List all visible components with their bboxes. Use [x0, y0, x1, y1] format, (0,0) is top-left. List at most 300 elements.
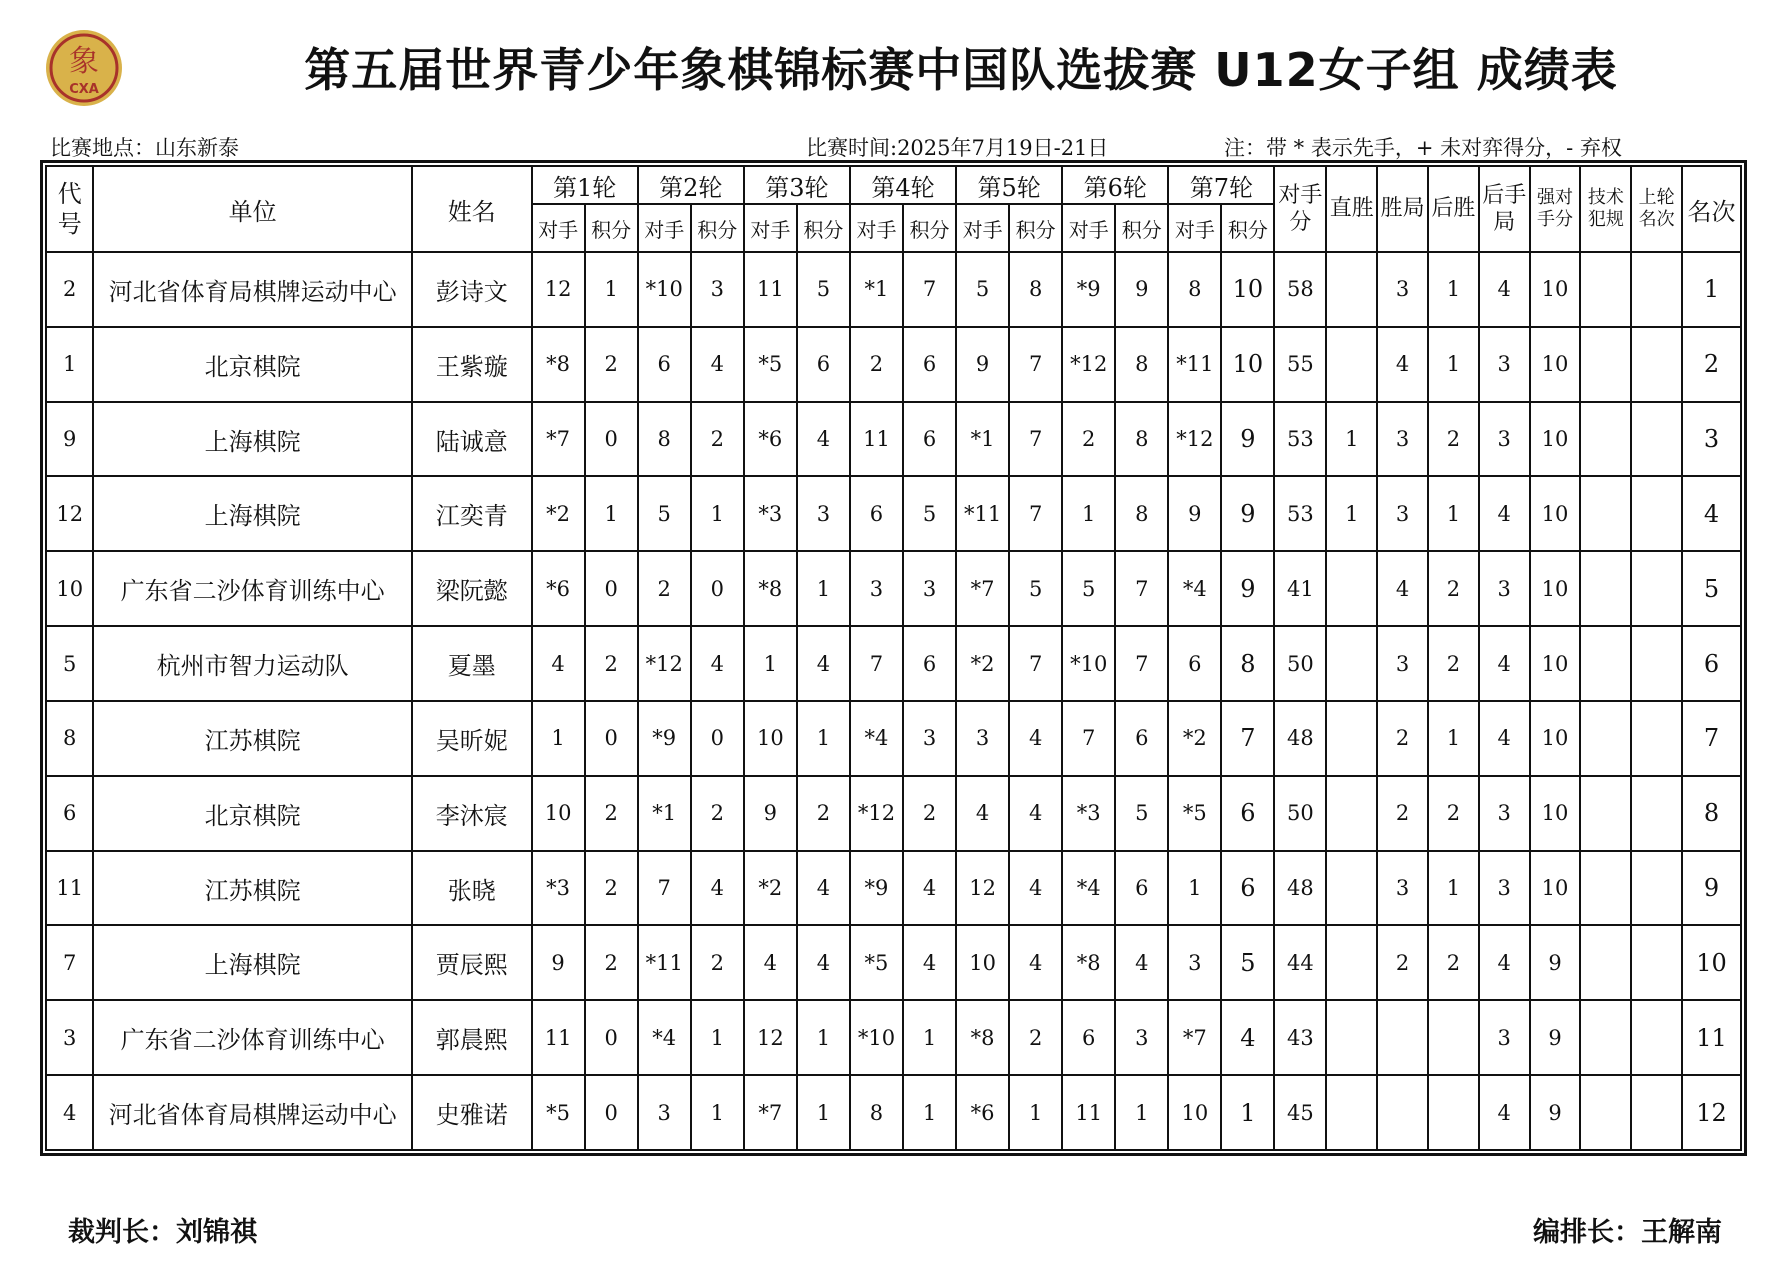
cell-strong-opp: 10	[1530, 626, 1581, 701]
cell-round-5-opponent: *7	[956, 551, 1009, 626]
cell-strong-opp: 10	[1530, 327, 1581, 402]
header-prev-rank: 上轮名次	[1631, 166, 1682, 252]
cell-rank: 5	[1682, 551, 1741, 626]
cell-round-4-points: 1	[903, 1075, 956, 1150]
cell-round-7-opponent: 6	[1168, 626, 1221, 701]
cell-round-3-opponent: *8	[744, 551, 797, 626]
cell-black-games: 4	[1479, 252, 1530, 327]
cell-round-5-opponent: *1	[956, 402, 1009, 477]
table-row	[46, 626, 1741, 701]
cell-round-1-points: 0	[585, 701, 638, 776]
cell-strong-opp: 10	[1530, 476, 1581, 551]
cell-tech-foul	[1580, 402, 1631, 477]
time-text: 比赛时间:2025年7月19日-21日	[806, 136, 1109, 160]
header-round-4: 第4轮	[850, 166, 956, 204]
cell-black-games: 3	[1479, 402, 1530, 477]
cell-direct-win	[1326, 252, 1377, 327]
cell-prev-rank	[1631, 476, 1682, 551]
cell-prev-rank	[1631, 701, 1682, 776]
cell-tech-foul	[1580, 1000, 1631, 1075]
cell-round-3-opponent: 1	[744, 626, 797, 701]
cell-prev-rank	[1631, 1075, 1682, 1150]
cell-round-4-points: 7	[903, 252, 956, 327]
cell-round-3-points: 1	[797, 551, 850, 626]
cell-name: 贾辰熙	[412, 925, 532, 1000]
cell-round-3-points: 1	[797, 1000, 850, 1075]
cell-round-2-points: 0	[691, 701, 744, 776]
cell-name: 李沐宸	[412, 776, 532, 851]
cell-direct-win	[1326, 701, 1377, 776]
cell-name: 夏墨	[412, 626, 532, 701]
cell-wins: 3	[1377, 252, 1428, 327]
cell-round-5-points: 2	[1009, 1000, 1062, 1075]
cell-black-wins: 2	[1428, 626, 1479, 701]
cell-rank: 12	[1682, 1075, 1741, 1150]
cell-wins: 2	[1377, 925, 1428, 1000]
table-body	[46, 252, 1741, 1150]
cell-round-3-points: 2	[797, 776, 850, 851]
cell-round-6-points: 6	[1115, 701, 1168, 776]
cell-round-7-points: 6	[1221, 851, 1274, 926]
cell-strong-opp: 9	[1530, 1000, 1581, 1075]
cell-round-1-opponent: *6	[532, 551, 585, 626]
cell-wins: 2	[1377, 776, 1428, 851]
cell-code: 4	[46, 1075, 93, 1150]
cell-wins: 3	[1377, 402, 1428, 477]
cell-prev-rank	[1631, 1000, 1682, 1075]
cell-black-wins: 1	[1428, 327, 1479, 402]
cell-opp-score: 53	[1274, 402, 1326, 477]
cell-round-7-opponent: 1	[1168, 851, 1221, 926]
cell-strong-opp: 10	[1530, 701, 1581, 776]
cell-unit: 江苏棋院	[93, 701, 411, 776]
cell-rank: 6	[1682, 626, 1741, 701]
chief-referee: 裁判长：刘锦祺	[68, 1217, 257, 1248]
cell-round-4-points: 6	[903, 327, 956, 402]
cell-round-3-points: 1	[797, 701, 850, 776]
cell-unit: 河北省体育局棋牌运动中心	[93, 1075, 411, 1150]
cell-round-5-opponent: 10	[956, 925, 1009, 1000]
cell-round-4-opponent: *1	[850, 252, 903, 327]
logo-glyph: 象	[69, 44, 99, 79]
cell-round-4-opponent: 11	[850, 402, 903, 477]
cell-round-1-opponent: *8	[532, 327, 585, 402]
subheader-round-1-pts: 积分	[585, 204, 638, 252]
cell-round-5-points: 4	[1009, 776, 1062, 851]
table-row	[46, 327, 1741, 402]
cell-wins: 4	[1377, 327, 1428, 402]
cell-rank: 2	[1682, 327, 1741, 402]
cell-strong-opp: 10	[1530, 402, 1581, 477]
cell-code: 8	[46, 701, 93, 776]
cell-round-4-opponent: 3	[850, 551, 903, 626]
cell-round-7-opponent: *7	[1168, 1000, 1221, 1075]
cell-round-1-points: 0	[585, 1000, 638, 1075]
header-tech-foul: 技术犯规	[1580, 166, 1631, 252]
cell-rank: 7	[1682, 701, 1741, 776]
cell-black-games: 4	[1479, 1075, 1530, 1150]
cxa-logo	[44, 28, 124, 108]
cell-round-1-points: 0	[585, 1075, 638, 1150]
cell-round-6-points: 8	[1115, 327, 1168, 402]
cell-opp-score: 41	[1274, 551, 1326, 626]
cell-code: 12	[46, 476, 93, 551]
cell-round-5-opponent: *2	[956, 626, 1009, 701]
cell-opp-score: 53	[1274, 476, 1326, 551]
cell-round-5-opponent: *6	[956, 1075, 1009, 1150]
cell-round-3-points: 1	[797, 1075, 850, 1150]
scheduler: 编排长：王解南	[1533, 1217, 1722, 1248]
cell-round-4-points: 2	[903, 776, 956, 851]
cell-round-1-points: 0	[585, 402, 638, 477]
cell-round-5-points: 4	[1009, 925, 1062, 1000]
cell-round-2-points: 1	[691, 476, 744, 551]
cell-tech-foul	[1580, 476, 1631, 551]
header-direct-win: 直胜	[1326, 166, 1377, 252]
cell-round-7-points: 9	[1221, 402, 1274, 477]
cell-round-2-points: 1	[691, 1075, 744, 1150]
cell-wins: 3	[1377, 476, 1428, 551]
cell-round-4-opponent: *9	[850, 851, 903, 926]
header-round-6: 第6轮	[1062, 166, 1168, 204]
cell-black-games: 3	[1479, 776, 1530, 851]
cell-wins: 3	[1377, 626, 1428, 701]
cell-round-4-opponent: 6	[850, 476, 903, 551]
cell-round-1-points: 0	[585, 551, 638, 626]
table-row	[46, 252, 1741, 327]
cell-round-1-opponent: *5	[532, 1075, 585, 1150]
venue-text: 比赛地点：山东新泰	[50, 136, 239, 160]
cell-opp-score: 55	[1274, 327, 1326, 402]
subheader-round-2-pts: 积分	[691, 204, 744, 252]
cell-round-1-points: 2	[585, 626, 638, 701]
cell-black-wins	[1428, 1000, 1479, 1075]
cell-code: 10	[46, 551, 93, 626]
header-opp-score: 对手分	[1274, 166, 1326, 252]
cell-strong-opp: 10	[1530, 851, 1581, 926]
cell-rank: 1	[1682, 252, 1741, 327]
cell-black-wins	[1428, 1075, 1479, 1150]
cell-tech-foul	[1580, 851, 1631, 926]
cell-round-1-points: 2	[585, 327, 638, 402]
cell-opp-score: 44	[1274, 925, 1326, 1000]
cell-round-3-opponent: *6	[744, 402, 797, 477]
header-round-2: 第2轮	[638, 166, 744, 204]
header-round-5: 第5轮	[956, 166, 1062, 204]
cell-opp-score: 45	[1274, 1075, 1326, 1150]
cell-round-4-opponent: 2	[850, 327, 903, 402]
subheader-round-6-opp: 对手	[1062, 204, 1115, 252]
cell-round-4-points: 5	[903, 476, 956, 551]
table-row	[46, 402, 1741, 477]
cell-round-2-opponent: *12	[638, 626, 691, 701]
cell-direct-win	[1326, 851, 1377, 926]
cell-round-7-points: 5	[1221, 925, 1274, 1000]
cell-round-7-opponent: *11	[1168, 327, 1221, 402]
cell-round-5-points: 7	[1009, 327, 1062, 402]
cell-round-6-opponent: 6	[1062, 1000, 1115, 1075]
header-strong-opp: 强对手分	[1530, 166, 1581, 252]
cell-rank: 11	[1682, 1000, 1741, 1075]
cell-round-5-opponent: 9	[956, 327, 1009, 402]
subheader-round-3-opp: 对手	[744, 204, 797, 252]
cell-round-6-opponent: *8	[1062, 925, 1115, 1000]
cell-wins	[1377, 1000, 1428, 1075]
cell-round-1-points: 2	[585, 851, 638, 926]
cell-round-3-points: 5	[797, 252, 850, 327]
cell-tech-foul	[1580, 776, 1631, 851]
cell-rank: 10	[1682, 925, 1741, 1000]
cell-unit: 北京棋院	[93, 776, 411, 851]
cell-direct-win	[1326, 1000, 1377, 1075]
cell-name: 江奕青	[412, 476, 532, 551]
subheader-round-1-opp: 对手	[532, 204, 585, 252]
cell-code: 1	[46, 327, 93, 402]
cell-unit: 上海棋院	[93, 925, 411, 1000]
cell-round-5-points: 5	[1009, 551, 1062, 626]
cell-black-games: 3	[1479, 551, 1530, 626]
cell-round-2-opponent: *1	[638, 776, 691, 851]
cell-round-2-opponent: 5	[638, 476, 691, 551]
cell-round-1-opponent: *3	[532, 851, 585, 926]
cell-round-4-opponent: 7	[850, 626, 903, 701]
header-rank: 名次	[1682, 166, 1741, 252]
cell-round-6-points: 9	[1115, 252, 1168, 327]
cell-round-4-points: 1	[903, 1000, 956, 1075]
cell-prev-rank	[1631, 551, 1682, 626]
cell-round-2-opponent: *10	[638, 252, 691, 327]
cell-unit: 广东省二沙体育训练中心	[93, 1000, 411, 1075]
cell-unit: 河北省体育局棋牌运动中心	[93, 252, 411, 327]
cell-code: 5	[46, 626, 93, 701]
cell-black-wins: 2	[1428, 925, 1479, 1000]
cell-round-7-points: 7	[1221, 701, 1274, 776]
cell-round-3-opponent: 11	[744, 252, 797, 327]
cell-strong-opp: 9	[1530, 925, 1581, 1000]
cell-round-4-points: 4	[903, 851, 956, 926]
cell-tech-foul	[1580, 701, 1631, 776]
header-round-3: 第3轮	[744, 166, 850, 204]
cell-black-wins: 2	[1428, 776, 1479, 851]
cell-black-wins: 1	[1428, 476, 1479, 551]
cell-direct-win	[1326, 626, 1377, 701]
cell-round-5-points: 7	[1009, 626, 1062, 701]
header-black-games: 后手局	[1479, 166, 1530, 252]
cell-direct-win	[1326, 551, 1377, 626]
cell-tech-foul	[1580, 1075, 1631, 1150]
cell-round-6-opponent: 7	[1062, 701, 1115, 776]
cell-round-5-points: 4	[1009, 851, 1062, 926]
cell-black-wins: 1	[1428, 851, 1479, 926]
cell-round-5-opponent: *11	[956, 476, 1009, 551]
header-wins: 胜局	[1377, 166, 1428, 252]
cell-code: 2	[46, 252, 93, 327]
cell-round-3-opponent: *2	[744, 851, 797, 926]
subheader-round-5-pts: 积分	[1009, 204, 1062, 252]
cell-round-7-opponent: 8	[1168, 252, 1221, 327]
cell-round-2-points: 1	[691, 1000, 744, 1075]
cell-black-games: 3	[1479, 1000, 1530, 1075]
cell-round-7-points: 9	[1221, 551, 1274, 626]
cell-round-3-opponent: *5	[744, 327, 797, 402]
cell-round-5-points: 1	[1009, 1075, 1062, 1150]
cell-wins	[1377, 1075, 1428, 1150]
subheader-round-4-pts: 积分	[903, 204, 956, 252]
table-row	[46, 925, 1741, 1000]
cell-round-5-points: 7	[1009, 402, 1062, 477]
header-code: 代号	[46, 166, 93, 252]
cell-opp-score: 48	[1274, 851, 1326, 926]
cell-round-6-points: 6	[1115, 851, 1168, 926]
cell-wins: 3	[1377, 851, 1428, 926]
cell-opp-score: 50	[1274, 626, 1326, 701]
cell-rank: 8	[1682, 776, 1741, 851]
cell-round-5-opponent: 3	[956, 701, 1009, 776]
cell-round-5-opponent: 12	[956, 851, 1009, 926]
results-table	[45, 165, 1742, 1151]
cell-round-6-points: 7	[1115, 551, 1168, 626]
cell-round-2-opponent: 2	[638, 551, 691, 626]
cell-code: 9	[46, 402, 93, 477]
cell-prev-rank	[1631, 626, 1682, 701]
page-title: 第五届世界青少年象棋锦标赛中国队选拔赛 U12女子组 成绩表	[304, 43, 1618, 97]
cell-black-wins: 2	[1428, 402, 1479, 477]
cell-round-2-points: 2	[691, 402, 744, 477]
cell-prev-rank	[1631, 402, 1682, 477]
cell-round-1-opponent: 1	[532, 701, 585, 776]
cell-rank: 4	[1682, 476, 1741, 551]
cell-round-1-opponent: 4	[532, 626, 585, 701]
results-table-frame	[40, 160, 1747, 1156]
cell-round-3-opponent: *7	[744, 1075, 797, 1150]
cell-black-wins: 1	[1428, 701, 1479, 776]
subheader-round-2-opp: 对手	[638, 204, 691, 252]
cell-round-2-points: 4	[691, 851, 744, 926]
header-round-1: 第1轮	[532, 166, 638, 204]
cell-round-3-points: 4	[797, 402, 850, 477]
cell-round-6-opponent: *3	[1062, 776, 1115, 851]
cell-name: 梁阮懿	[412, 551, 532, 626]
cell-round-7-points: 9	[1221, 476, 1274, 551]
cell-round-2-points: 2	[691, 925, 744, 1000]
cell-round-3-points: 4	[797, 626, 850, 701]
cell-opp-score: 58	[1274, 252, 1326, 327]
cell-opp-score: 43	[1274, 1000, 1326, 1075]
cell-round-6-points: 3	[1115, 1000, 1168, 1075]
cell-black-games: 4	[1479, 701, 1530, 776]
cell-round-4-points: 6	[903, 402, 956, 477]
cell-round-6-opponent: *10	[1062, 626, 1115, 701]
cell-round-7-points: 6	[1221, 776, 1274, 851]
cell-opp-score: 50	[1274, 776, 1326, 851]
cell-prev-rank	[1631, 776, 1682, 851]
cell-black-wins: 2	[1428, 551, 1479, 626]
cell-prev-rank	[1631, 252, 1682, 327]
cell-direct-win	[1326, 1075, 1377, 1150]
cell-strong-opp: 9	[1530, 1075, 1581, 1150]
cell-prev-rank	[1631, 925, 1682, 1000]
cell-round-7-opponent: *5	[1168, 776, 1221, 851]
cell-tech-foul	[1580, 925, 1631, 1000]
cell-round-7-points: 1	[1221, 1075, 1274, 1150]
cell-round-2-opponent: *4	[638, 1000, 691, 1075]
cell-rank: 3	[1682, 402, 1741, 477]
cell-round-4-opponent: 8	[850, 1075, 903, 1150]
cell-round-4-opponent: *12	[850, 776, 903, 851]
cell-round-2-points: 4	[691, 327, 744, 402]
cell-round-1-opponent: 11	[532, 1000, 585, 1075]
cell-round-6-opponent: *12	[1062, 327, 1115, 402]
cell-tech-foul	[1580, 327, 1631, 402]
header-black-wins: 后胜	[1428, 166, 1479, 252]
subheader-round-6-pts: 积分	[1115, 204, 1168, 252]
cell-direct-win	[1326, 776, 1377, 851]
cell-code: 7	[46, 925, 93, 1000]
cell-round-4-opponent: *5	[850, 925, 903, 1000]
cell-round-2-points: 2	[691, 776, 744, 851]
header-unit: 单位	[93, 166, 411, 252]
cell-round-7-opponent: 10	[1168, 1075, 1221, 1150]
cell-round-6-opponent: 11	[1062, 1075, 1115, 1150]
cell-round-3-points: 6	[797, 327, 850, 402]
cell-round-6-points: 4	[1115, 925, 1168, 1000]
cell-unit: 上海棋院	[93, 402, 411, 477]
cell-direct-win	[1326, 925, 1377, 1000]
cell-round-4-points: 3	[903, 701, 956, 776]
cell-round-3-opponent: *3	[744, 476, 797, 551]
cell-name: 史雅诺	[412, 1075, 532, 1150]
subheader-round-7-opp: 对手	[1168, 204, 1221, 252]
cell-round-5-points: 7	[1009, 476, 1062, 551]
cell-strong-opp: 10	[1530, 252, 1581, 327]
cell-round-6-points: 5	[1115, 776, 1168, 851]
table-row	[46, 776, 1741, 851]
cell-wins: 2	[1377, 701, 1428, 776]
subheader-round-5-opp: 对手	[956, 204, 1009, 252]
cell-round-1-points: 1	[585, 252, 638, 327]
cell-round-1-opponent: *7	[532, 402, 585, 477]
cell-round-6-opponent: 2	[1062, 402, 1115, 477]
cell-tech-foul	[1580, 626, 1631, 701]
cell-round-3-points: 4	[797, 851, 850, 926]
cell-round-3-points: 4	[797, 925, 850, 1000]
cell-round-5-opponent: 5	[956, 252, 1009, 327]
cell-code: 11	[46, 851, 93, 926]
cell-round-5-opponent: 4	[956, 776, 1009, 851]
cell-code: 3	[46, 1000, 93, 1075]
cell-round-6-opponent: 1	[1062, 476, 1115, 551]
cell-black-games: 3	[1479, 327, 1530, 402]
cell-round-7-opponent: 9	[1168, 476, 1221, 551]
cell-black-games: 4	[1479, 925, 1530, 1000]
cell-black-games: 4	[1479, 626, 1530, 701]
cell-round-5-points: 4	[1009, 701, 1062, 776]
cell-name: 张晓	[412, 851, 532, 926]
cell-round-1-opponent: 10	[532, 776, 585, 851]
cell-round-4-points: 4	[903, 925, 956, 1000]
cell-opp-score: 48	[1274, 701, 1326, 776]
cell-unit: 广东省二沙体育训练中心	[93, 551, 411, 626]
cell-name: 彭诗文	[412, 252, 532, 327]
subheader-round-3-pts: 积分	[797, 204, 850, 252]
cell-round-7-points: 8	[1221, 626, 1274, 701]
cell-direct-win	[1326, 327, 1377, 402]
cell-round-7-points: 10	[1221, 327, 1274, 402]
cell-round-2-points: 4	[691, 626, 744, 701]
cell-strong-opp: 10	[1530, 551, 1581, 626]
cell-round-1-points: 2	[585, 776, 638, 851]
cell-round-2-points: 0	[691, 551, 744, 626]
